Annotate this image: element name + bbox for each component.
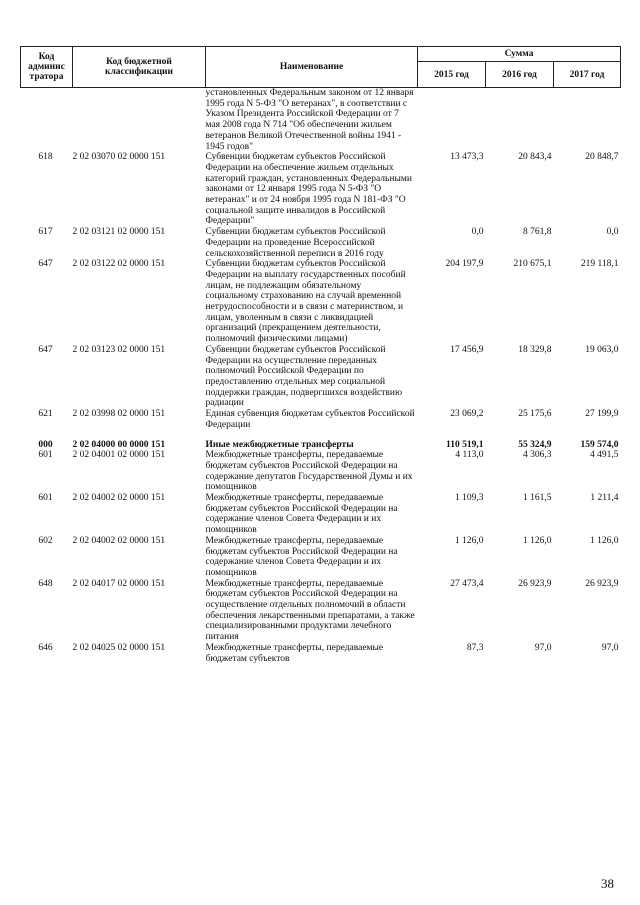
- amount-2016-cell: [486, 88, 554, 153]
- admin-code-cell: 621: [38, 409, 53, 420]
- table-header: [21, 47, 621, 88]
- name-cell: Межбюджетные трансферты, передаваемые бюджетам субъектов Российской Федерации на содержание членов Совета Федерации и их помощников: [205, 535, 398, 578]
- admin-code-cell: [21, 88, 73, 153]
- table-row: [21, 450, 621, 493]
- name-cell: Межбюджетные трансферты, передаваемые бюджетам субъектов Российской Федерации на содержание депутатов Государственной Думы и их помощников: [205, 450, 413, 493]
- name-cell: Единая субвенция бюджетам субъектов Российской Федерации: [205, 409, 415, 430]
- name-cell: Межбюджетные трансферты, передаваемые бюджетам субъектов Российской Федерации на содержание членов Совета Федерации и их помощников: [205, 493, 398, 536]
- amount-2017-cell: 4 491,5: [590, 450, 619, 461]
- name-cell: Межбюджетные трансферты, передаваемые бюджетам субъектов Российской Федерации на осуществление отдельных полномочий в области обеспечения лекарственными препаратами, а также специализированными продуктами лечебного питания: [205, 578, 415, 643]
- table-row: [21, 88, 621, 153]
- amount-2016-cell: 210 675,1: [513, 259, 552, 270]
- name-header: Наименование: [206, 47, 418, 88]
- amount-2016-cell: 18 329,8: [518, 344, 552, 355]
- table-row: [21, 227, 621, 259]
- amount-2017-cell: 97,0: [601, 642, 619, 653]
- name-cell: Межбюджетные трансферты, передаваемые бюджетам субъектов: [205, 642, 384, 664]
- name-cell: Иные межбюджетные трансферты: [205, 439, 354, 450]
- amount-2015-cell: 13 473,3: [450, 152, 484, 163]
- amount-2015-cell: 27 473,4: [450, 578, 484, 589]
- amount-2015-cell: 204 197,9: [445, 259, 484, 270]
- admin-code-cell: 648: [38, 578, 53, 589]
- admin-code-cell: 618: [38, 152, 53, 163]
- budget-code-cell: 2 02 03070 02 0000 151: [72, 152, 166, 163]
- year-2015-header: 2015 год: [418, 62, 486, 88]
- admin-code-header: Код админис тратора: [21, 47, 73, 88]
- budget-code-cell: 2 02 04002 02 0000 151: [72, 493, 166, 504]
- budget-code-cell: 2 02 03123 02 0000 151: [72, 344, 166, 355]
- amount-2016-cell: 20 843,4: [518, 152, 552, 163]
- table-row: [21, 579, 621, 643]
- amount-2017-cell: 219 118,1: [580, 259, 619, 270]
- amount-2017-cell: 159 574,0: [580, 439, 619, 450]
- admin-code-cell: 601: [38, 493, 53, 504]
- table-row: [21, 409, 621, 430]
- budget-code-header: Код бюджетной классификации: [73, 47, 206, 88]
- amount-2015-cell: 1 126,0: [455, 535, 484, 546]
- name-cell: Субвенции бюджетам субъектов Российской Федерации на проведение Всероссийской сельскохозяйственной переписи в 2016 году: [205, 227, 386, 259]
- budget-table: [20, 46, 621, 664]
- amount-2015-cell: 23 069,2: [450, 409, 484, 420]
- table-row: [21, 345, 621, 409]
- budget-code-cell: 2 02 04001 02 0000 151: [72, 450, 166, 461]
- amount-2015-cell: 17 456,9: [450, 344, 484, 355]
- admin-code-cell: 602: [38, 535, 53, 546]
- budget-code-cell: [73, 88, 206, 153]
- amount-2016-cell: 97,0: [534, 642, 552, 653]
- year-2017-header: 2017 год: [554, 62, 621, 88]
- name-cell: Субвенции бюджетам субъектов Российской Федерации на выплату государственных пособий лицам, не подлежащим обязательному социальному страхованию на случай временной нетрудоспособности и в связи с материнством, и лицам, уволенным в связи с ликвидацией организаций (прекращением деятельности, полномочий физическими лицами): [205, 259, 406, 345]
- name-cell: установленных Федеральным законом от 12 января 1995 года N 5-ФЗ "О ветеранах", в соответствии с Указом Президента Российской Федерации от 7 мая 2008 года N 714 "Об обеспечении жильем ветеранов Великой Отечественной войны 1941 - 1945 годов": [205, 88, 414, 152]
- budget-table-page: [20, 46, 620, 664]
- amount-2015-cell: 1 109,3: [455, 493, 484, 504]
- name-cell: Субвенции бюджетам субъектов Российской Федерации на обеспечение жильем отдельных категорий граждан, установленных Федеральными законами от 12 января 1995 года N 5-ФЗ "О ветеранах" и от 24 ноября 1995 года N 181-ФЗ "О социальной защите инвалидов в Российской Федерации": [205, 152, 412, 227]
- amount-2017-cell: [554, 88, 621, 153]
- table-row: [21, 152, 621, 227]
- page-number: 38: [601, 876, 614, 891]
- budget-code-cell: 2 02 04017 02 0000 151: [72, 578, 166, 589]
- amount-2016-cell: 8 761,8: [523, 227, 552, 238]
- amount-2015-cell: 87,3: [466, 642, 484, 653]
- table-row: [21, 431, 621, 451]
- admin-code-cell: 000: [38, 439, 53, 450]
- amount-2017-cell: 1 211,4: [590, 493, 619, 504]
- admin-code-cell: 647: [38, 344, 53, 355]
- admin-code-cell: 646: [38, 642, 53, 653]
- name-cell: Субвенции бюджетам субъектов Российской Федерации на осуществление переданных полномочий Российской Федерации по предоставлению отдельных мер социальной поддержки граждан, подвергшихся воздействию радиации: [205, 344, 403, 409]
- amount-2017-cell: 19 063,0: [585, 344, 619, 355]
- amount-2016-cell: 1 126,0: [523, 535, 552, 546]
- budget-code-cell: 2 02 04002 02 0000 151: [72, 535, 166, 546]
- budget-code-cell: 2 02 04025 02 0000 151: [72, 642, 166, 653]
- table-row: [21, 536, 621, 579]
- admin-code-cell: 601: [38, 450, 53, 461]
- amount-2017-cell: 20 848,7: [585, 152, 619, 163]
- amount-2016-cell: 1 161,5: [523, 493, 552, 504]
- amount-2016-cell: 25 175,6: [518, 409, 552, 420]
- amount-2015-cell: 0,0: [471, 227, 484, 238]
- sum-header: Сумма: [418, 47, 621, 62]
- table-row: [21, 643, 621, 664]
- budget-code-cell: 2 02 03998 02 0000 151: [72, 409, 166, 420]
- admin-code-cell: 647: [38, 259, 53, 270]
- year-2016-header: 2016 год: [486, 62, 554, 88]
- amount-2016-cell: 55 324,9: [518, 439, 552, 450]
- budget-code-cell: 2 02 03122 02 0000 151: [72, 259, 166, 270]
- amount-2017-cell: 27 199,9: [585, 409, 619, 420]
- amount-2017-cell: 1 126,0: [590, 535, 619, 546]
- amount-2015-cell: 4 113,0: [455, 450, 484, 461]
- amount-2015-cell: 110 519,1: [446, 439, 484, 450]
- amount-2016-cell: 4 306,3: [523, 450, 552, 461]
- table-row: [21, 493, 621, 536]
- table-row: [21, 259, 621, 345]
- budget-code-cell: 2 02 03121 02 0000 151: [72, 227, 166, 238]
- table-body: [21, 88, 621, 665]
- amount-2015-cell: [418, 88, 486, 153]
- admin-code-cell: 617: [38, 227, 53, 238]
- amount-2017-cell: 0,0: [606, 227, 619, 238]
- budget-code-cell: 2 02 04000 00 0000 151: [72, 439, 166, 450]
- amount-2017-cell: 26 923,9: [585, 578, 619, 589]
- amount-2016-cell: 26 923,9: [518, 578, 552, 589]
